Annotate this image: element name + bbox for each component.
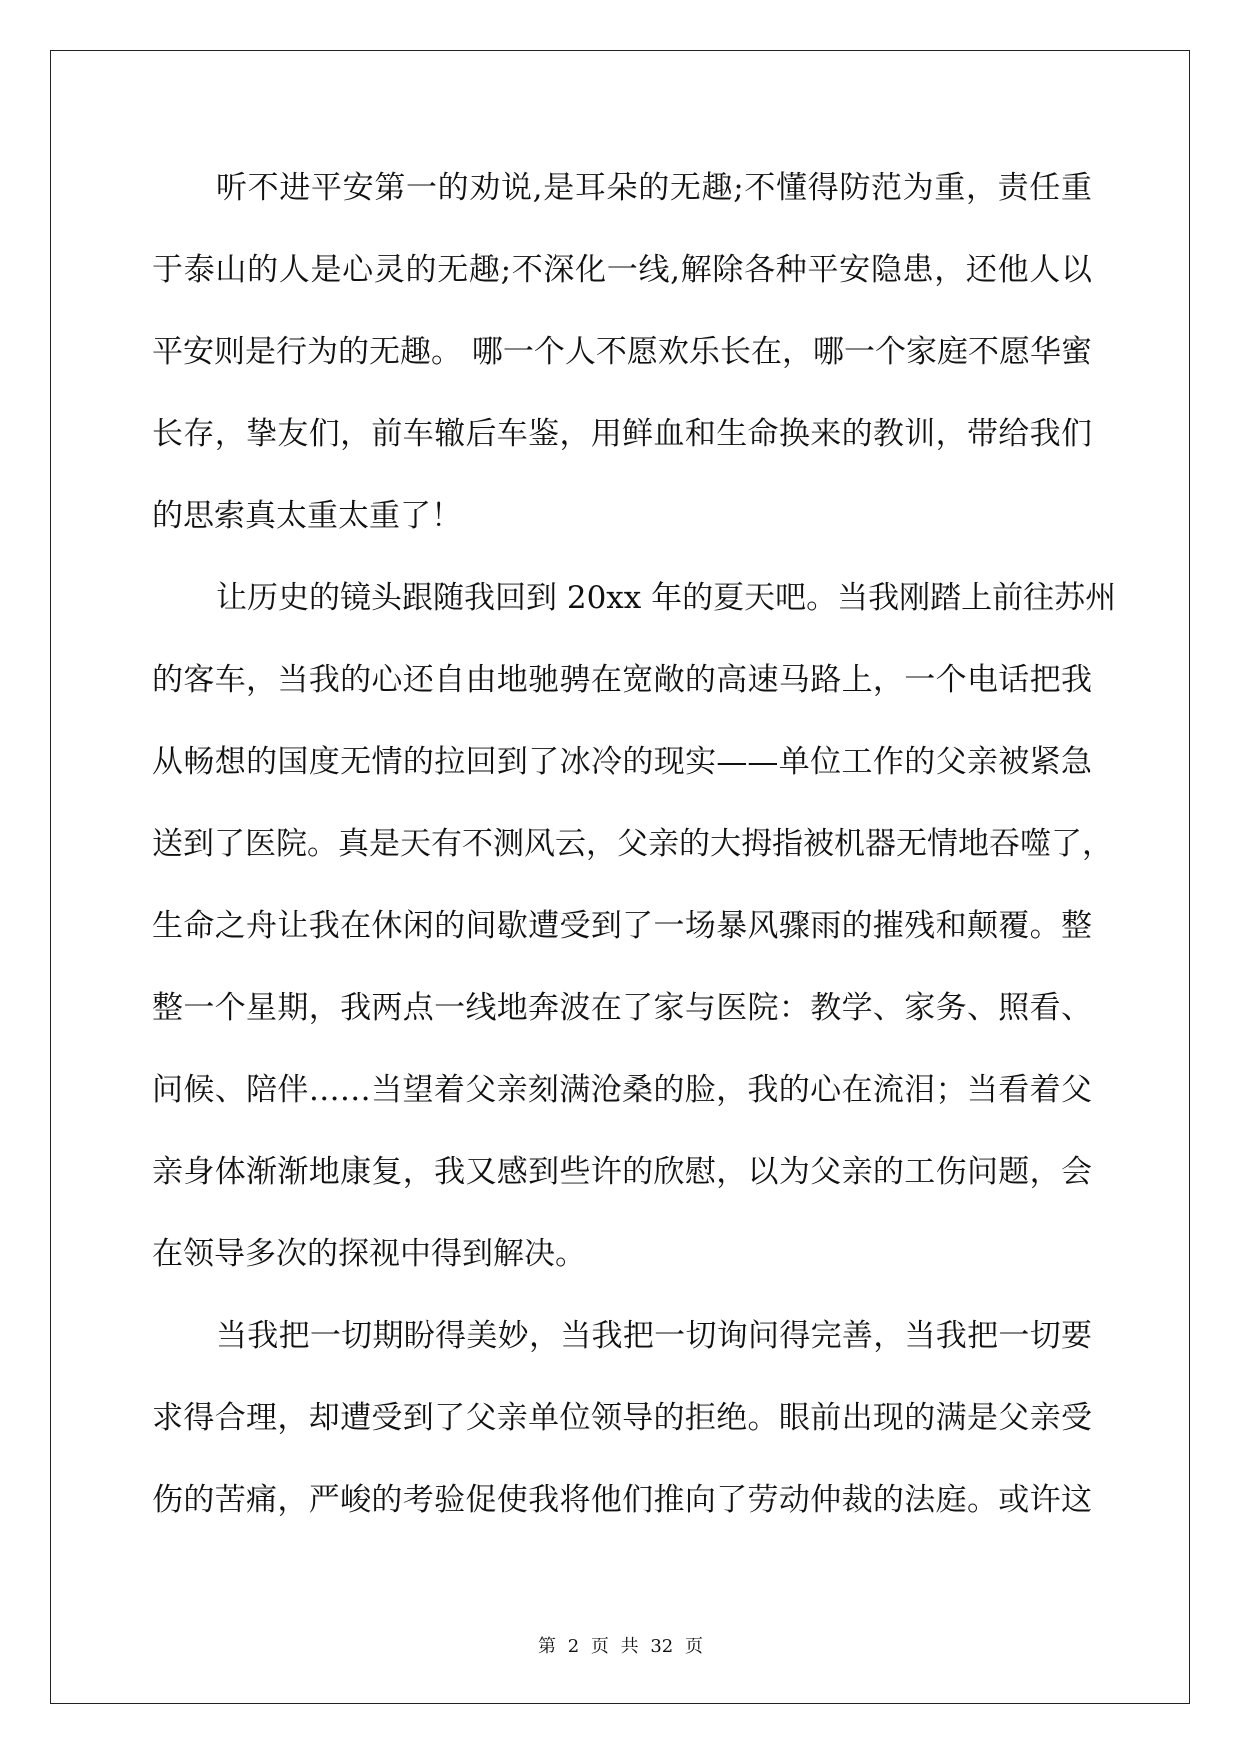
text-line: 让历史的镜头跟随我回到 20xx 年的夏天吧。当我刚踏上前往苏州 xyxy=(216,580,1117,616)
text-line: 问候、陪伴……当望着父亲刻满沧桑的脸，我的心在流泪；当看着父 xyxy=(152,1072,1092,1108)
page-number-footer: 第 2 页 共 32 页 xyxy=(538,1636,703,1657)
text-line: 生命之舟让我在休闲的间歇遭受到了一场暴风骤雨的摧残和颠覆。整 xyxy=(152,908,1092,944)
text-line: 于泰山的人是心灵的无趣;不深化一线,解除各种平安隐患，还他人以 xyxy=(152,252,1092,288)
text-line: 求得合理，却遭受到了父亲单位领导的拒绝。眼前出现的满是父亲受 xyxy=(152,1400,1092,1436)
text-line: 的客车，当我的心还自由地驰骋在宽敞的高速马路上，一个电话把我 xyxy=(152,662,1092,698)
text-line: 整一个星期，我两点一线地奔波在了家与医院：教学、家务、照看、 xyxy=(152,990,1092,1026)
text-line: 从畅想的国度无情的拉回到了冰冷的现实——单位工作的父亲被紧急 xyxy=(152,744,1092,780)
text-line: 送到了医院。真是天有不测风云，父亲的大拇指被机器无情地吞噬了， xyxy=(152,826,1113,862)
text-line: 当我把一切期盼得美妙，当我把一切询问得完善，当我把一切要 xyxy=(216,1318,1092,1354)
text-line: 长存，挚友们，前车辙后车鉴，用鲜血和生命换来的教训，带给我们 xyxy=(152,416,1092,452)
text-line: 伤的苦痛，严峻的考验促使我将他们推向了劳动仲裁的法庭。或许这 xyxy=(152,1482,1092,1518)
text-line: 平安则是行为的无趣。 哪一个人不愿欢乐长在，哪一个家庭不愿华蜜 xyxy=(152,334,1092,370)
text-line: 亲身体渐渐地康复，我又感到些许的欣慰，以为父亲的工伤问题，会 xyxy=(152,1154,1092,1190)
text-line: 听不进平安第一的劝说,是耳朵的无趣;不懂得防范为重，责任重 xyxy=(216,170,1092,206)
text-line: 在领导多次的探视中得到解决。 xyxy=(152,1236,586,1272)
text-line: 的思索真太重太重了！ xyxy=(152,498,462,534)
document-body xyxy=(152,147,1117,1541)
